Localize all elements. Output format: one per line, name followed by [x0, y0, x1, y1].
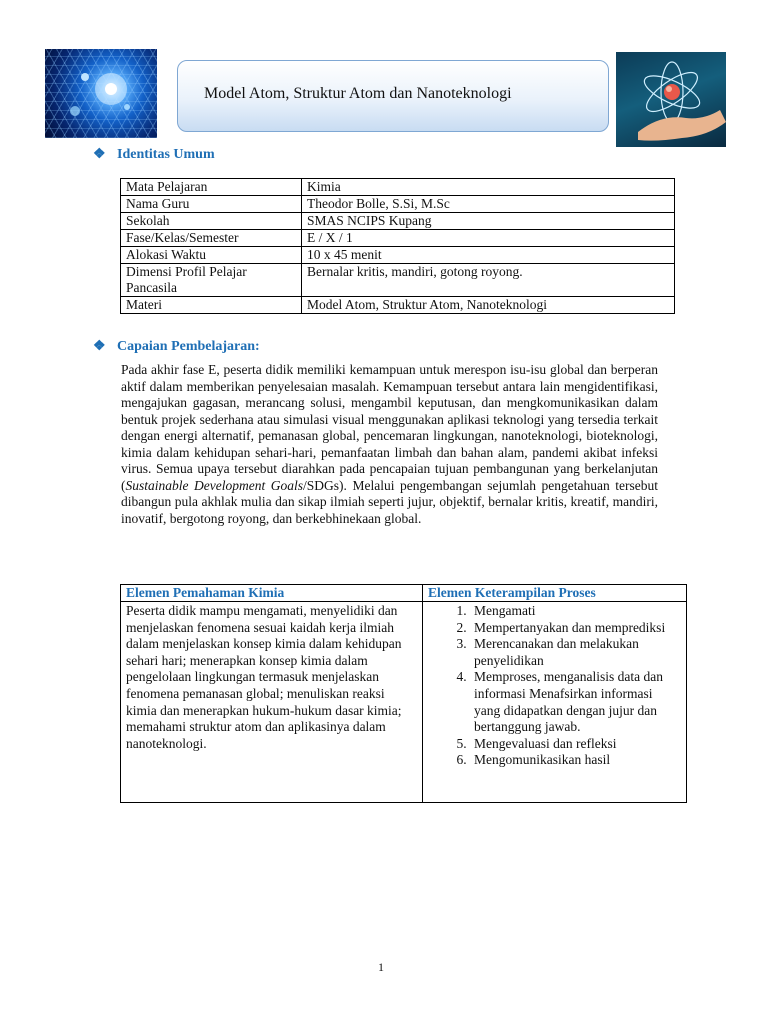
identitas-table [120, 178, 675, 314]
list-item: 5. Mengevaluasi dan refleksi [470, 736, 681, 753]
title-banner [177, 60, 609, 132]
capaian-paragraph [121, 362, 658, 527]
heading-text: Identitas Umum [117, 147, 215, 162]
page-number: 1 [378, 960, 384, 974]
atom-in-hand-icon [616, 52, 726, 147]
table-row [121, 602, 687, 803]
table-row [121, 213, 675, 230]
list-item: 6. Mengomunikasikan hasil [470, 752, 681, 769]
diamond-bullet-icon: ❖ [93, 147, 106, 162]
row-value: Model Atom, Struktur Atom, Nanoteknologi [302, 297, 675, 314]
row-value: Theodor Bolle, S.Si, M.Sc [302, 196, 675, 213]
diamond-bullet-icon: ❖ [93, 339, 106, 354]
table-row [121, 230, 675, 247]
keterampilan-list [428, 603, 681, 769]
section-heading-identitas [93, 146, 215, 163]
row-value: Kimia [302, 179, 675, 196]
row-label: Alokasi Waktu [121, 247, 302, 264]
row-value: SMAS NCIPS Kupang [302, 213, 675, 230]
row-label: Dimensi Profil Pelajar Pancasila [121, 264, 302, 297]
table-row [121, 297, 675, 314]
row-label: Mata Pelajaran [121, 179, 302, 196]
row-label: Sekolah [121, 213, 302, 230]
row-label: Fase/Kelas/Semester [121, 230, 302, 247]
paragraph-text: /SDGs). Melalui pengembangan sejumlah pengetahuan tersebut dibangun pula akhlak mulia dan sikap ilmiah seperti jujur, objektif, bernalar kritis, kreatif, mandiri, inovatif, bergotong royong, dan berkebhinekaan global. [121, 477, 658, 526]
table-row [121, 247, 675, 264]
nanotech-header-image [45, 49, 157, 138]
row-label: Nama Guru [121, 196, 302, 213]
column-header-pemahaman: Elemen Pemahaman Kimia [121, 585, 423, 602]
list-item: 3. Merencanakan dan melakukan penyelidikan [470, 636, 681, 669]
column-header-keterampilan: Elemen Keterampilan Proses [423, 585, 687, 602]
document-title: Model Atom, Struktur Atom dan Nanoteknologi [204, 85, 512, 102]
pemahaman-cell: Peserta didik mampu mengamati, menyelidiki dan menjelaskan fenomena sesuai kaidah kerja ilmiah dalam menjelaskan konsep kimia dalam kehidupan sehari hari; menerapkan konsep kimia dalam pengelolaan lingkungan termasuk menjelaskan fenomena pemanasan global; menuliskan reaksi kimia dan menerapkan hukum-hukum dasar kimia; memahami struktur atom dan aplikasinya dalam nanoteknologi. [121, 602, 423, 803]
row-value: E / X / 1 [302, 230, 675, 247]
keterampilan-cell [423, 602, 687, 803]
list-item: 4. Memproses, menganalisis data dan informasi Menafsirkan informasi yang didapatkan dengan jujur dan bertanggung jawab. [470, 669, 681, 735]
heading-text: Capaian Pembelajaran: [117, 339, 260, 354]
row-value: Bernalar kritis, mandiri, gotong royong. [302, 264, 675, 297]
row-label: Materi [121, 297, 302, 314]
table-row [121, 196, 675, 213]
list-item: 1. Mengamati [470, 603, 681, 620]
row-value: 10 x 45 menit [302, 247, 675, 264]
table-row [121, 179, 675, 196]
section-heading-capaian [93, 338, 260, 355]
atom-hand-header-image [616, 52, 726, 147]
paragraph-italic-text: Sustainable Development Goals [125, 477, 304, 493]
paragraph-text: Pada akhir fase E, peserta didik memiliki kemampuan untuk merespon isu-isu global dan berperan aktif dalam memberikan penyelesaian masalah. Kemampuan tersebut antara lain mengidentifikasi, mengajukan gagasan, merancang solusi, mengambil keputusan, dan mengkomunikasikan dalam bentuk projek sederhana atau simulasi visual menggunakan aplikasi teknologi yang tersedia terkait dengan energi alternatif, pemanasan global, pencemaran lingkungan, nanoteknologi, bioteknologi, kimia dalam kehidupan sehari-hari, pemanfaatan limbah dan bahan alam, pandemi akibat infeksi virus. Semua upaya tersebut diarahkan pada pencapaian tujuan pembangunan yang berkelanjutan ( [121, 362, 658, 493]
table-header-row [121, 585, 687, 602]
atom-glow-icon [45, 49, 157, 138]
list-item: 2. Mempertanyakan dan memprediksi [470, 620, 681, 637]
table-row [121, 264, 675, 297]
elemen-table [120, 584, 687, 803]
